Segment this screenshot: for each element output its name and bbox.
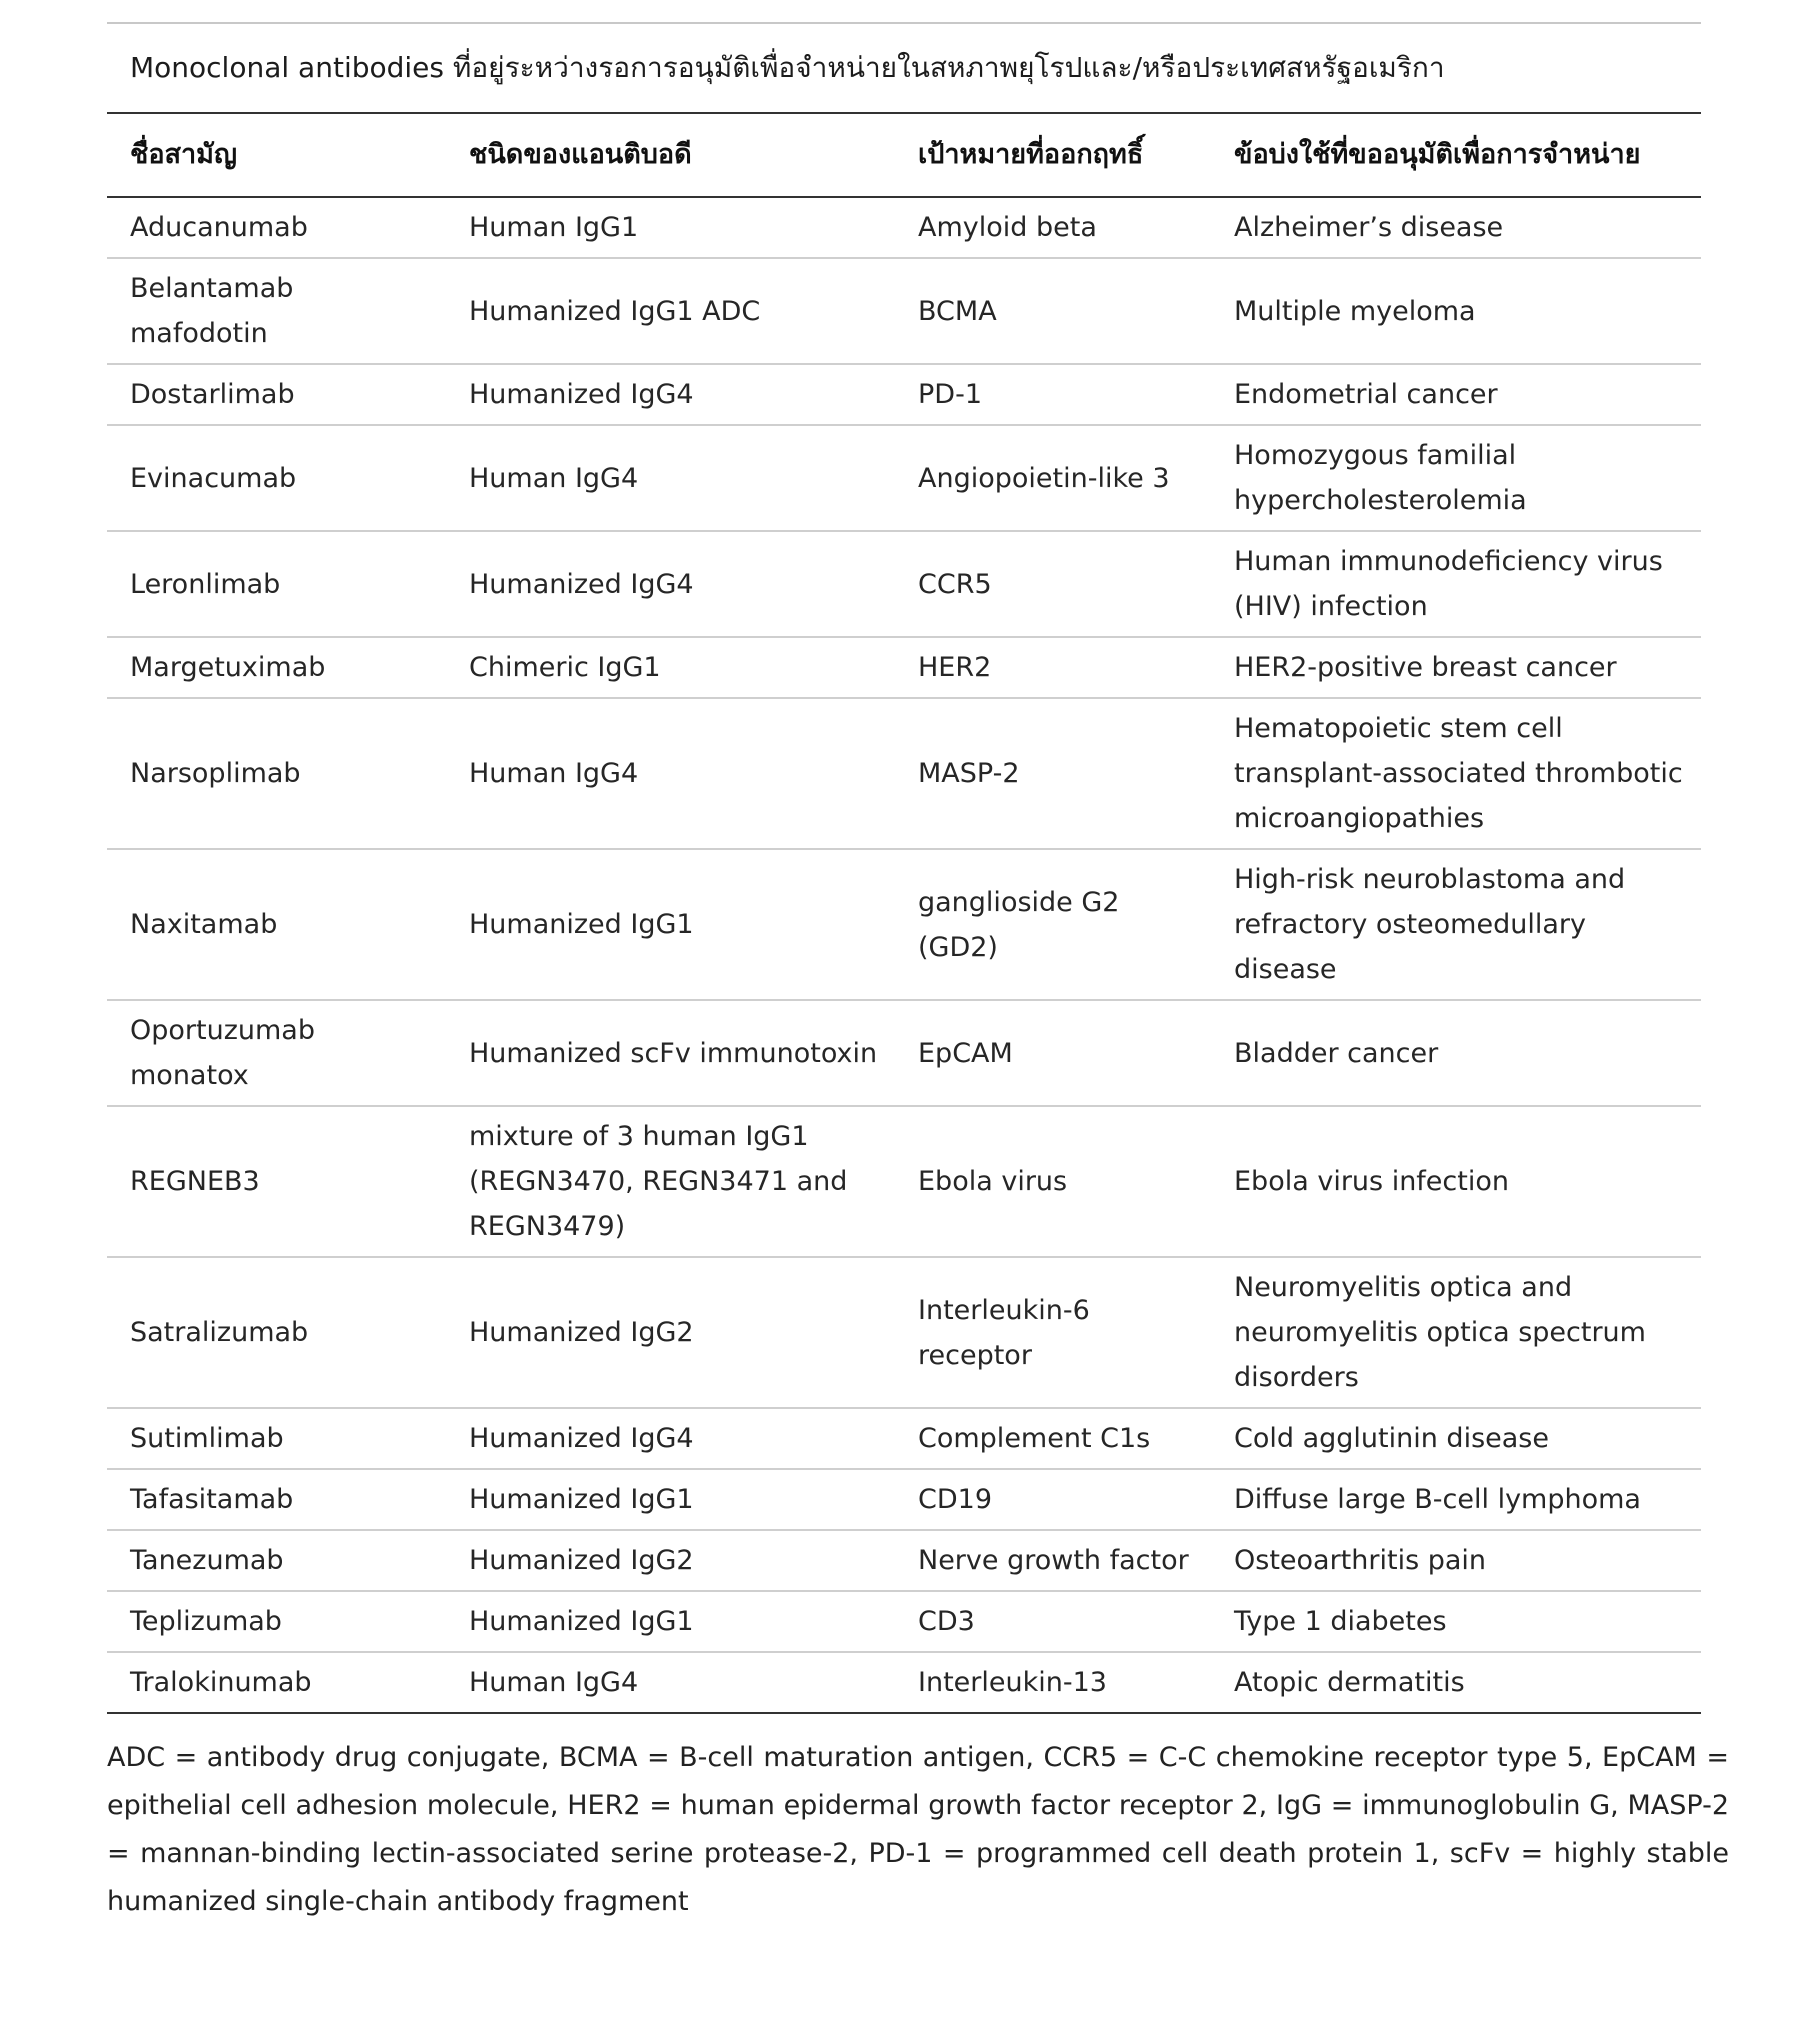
- indication-cell: Osteoarthritis pain: [1211, 1530, 1701, 1591]
- table-row: [107, 1000, 1701, 1106]
- target-cell: ganglioside G2 (GD2): [895, 849, 1211, 1000]
- antibody-type-cell: Humanized IgG1: [446, 1469, 895, 1530]
- generic-name-cell: REGNEB3: [107, 1106, 446, 1257]
- table-row: [107, 1530, 1701, 1591]
- target-cell: Ebola virus: [895, 1106, 1211, 1257]
- indication-cell: Diffuse large B-cell lymphoma: [1211, 1469, 1701, 1530]
- header-target: เป้าหมายที่ออกฤทธิ์: [895, 114, 1211, 197]
- target-cell: CD19: [895, 1469, 1211, 1530]
- antibody-table: [107, 114, 1701, 1714]
- antibody-type-cell: Humanized IgG4: [446, 531, 895, 637]
- table-row: [107, 698, 1701, 849]
- header-generic-name: ชื่อสามัญ: [107, 114, 446, 197]
- target-cell: EpCAM: [895, 1000, 1211, 1106]
- table-row: [107, 1257, 1701, 1408]
- indication-cell: Hematopoietic stem cell transplant-associated thrombotic microangiopathies: [1211, 698, 1701, 849]
- indication-cell: Endometrial cancer: [1211, 364, 1701, 425]
- table-row: [107, 531, 1701, 637]
- generic-name-cell: Satralizumab: [107, 1257, 446, 1408]
- generic-name-cell: Aducanumab: [107, 197, 446, 258]
- table-row: [107, 197, 1701, 258]
- antibody-type-cell: Chimeric IgG1: [446, 637, 895, 698]
- table-row: [107, 364, 1701, 425]
- header-antibody-type: ชนิดของแอนติบอดี: [446, 114, 895, 197]
- table-row: [107, 1408, 1701, 1469]
- table-header-row: [107, 114, 1701, 197]
- target-cell: BCMA: [895, 258, 1211, 364]
- indication-cell: Alzheimer’s disease: [1211, 197, 1701, 258]
- antibody-type-cell: Humanized IgG1: [446, 849, 895, 1000]
- indication-cell: Bladder cancer: [1211, 1000, 1701, 1106]
- target-cell: MASP-2: [895, 698, 1211, 849]
- generic-name-cell: Tanezumab: [107, 1530, 446, 1591]
- indication-cell: HER2-positive breast cancer: [1211, 637, 1701, 698]
- table-row: [107, 849, 1701, 1000]
- indication-cell: Type 1 diabetes: [1211, 1591, 1701, 1652]
- table-row: [107, 1106, 1701, 1257]
- target-cell: Interleukin-6 receptor: [895, 1257, 1211, 1408]
- target-cell: Interleukin-13: [895, 1652, 1211, 1713]
- generic-name-cell: Evinacumab: [107, 425, 446, 531]
- antibody-type-cell: mixture of 3 human IgG1 (REGN3470, REGN3471 and REGN3479): [446, 1106, 895, 1257]
- indication-cell: Human immunodeficiency virus (HIV) infection: [1211, 531, 1701, 637]
- target-cell: CCR5: [895, 531, 1211, 637]
- antibody-type-cell: Humanized scFv immunotoxin: [446, 1000, 895, 1106]
- target-cell: Angiopoietin-like 3: [895, 425, 1211, 531]
- target-cell: CD3: [895, 1591, 1211, 1652]
- indication-cell: Homozygous familial hypercholesterolemia: [1211, 425, 1701, 531]
- antibody-type-cell: Human IgG4: [446, 698, 895, 849]
- generic-name-cell: Sutimlimab: [107, 1408, 446, 1469]
- generic-name-cell: Oportuzumab monatox: [107, 1000, 446, 1106]
- indication-cell: Cold agglutinin disease: [1211, 1408, 1701, 1469]
- generic-name-cell: Leronlimab: [107, 531, 446, 637]
- antibody-type-cell: Human IgG4: [446, 425, 895, 531]
- antibody-type-cell: Human IgG1: [446, 197, 895, 258]
- target-cell: PD-1: [895, 364, 1211, 425]
- table-row: [107, 1469, 1701, 1530]
- antibody-type-cell: Humanized IgG1: [446, 1591, 895, 1652]
- indication-cell: Atopic dermatitis: [1211, 1652, 1701, 1713]
- table-footnote: ADC = antibody drug conjugate, BCMA = B-cell maturation antigen, CCR5 = C-C chemokine receptor type 5, EpCAM = epithelial cell adhesion molecule, HER2 = human epidermal growth factor receptor 2, IgG = immunoglobulin G, MASP-2 = mannan-binding lectin-associated serine protease-2, PD-1 = programmed cell death protein 1, scFv = highly stable humanized single-chain antibody fragment: [107, 1742, 1729, 1917]
- table-row: [107, 1591, 1701, 1652]
- table-body: [107, 197, 1701, 1713]
- generic-name-cell: Margetuximab: [107, 637, 446, 698]
- antibody-type-cell: Humanized IgG4: [446, 1408, 895, 1469]
- table-title: Monoclonal antibodies ที่อยู่ระหว่างรอการอนุมัติเพื่อจำหน่ายในสหภาพยุโรปและ/หรือประเทศสหรัฐอเมริกา: [130, 51, 1445, 84]
- header-indication: ข้อบ่งใช้ที่ขออนุมัติเพื่อการจำหน่าย: [1211, 114, 1701, 197]
- generic-name-cell: Dostarlimab: [107, 364, 446, 425]
- target-cell: Amyloid beta: [895, 197, 1211, 258]
- generic-name-cell: Teplizumab: [107, 1591, 446, 1652]
- generic-name-cell: Narsoplimab: [107, 698, 446, 849]
- antibody-type-cell: Humanized IgG2: [446, 1257, 895, 1408]
- antibody-type-cell: Humanized IgG1 ADC: [446, 258, 895, 364]
- indication-cell: Multiple myeloma: [1211, 258, 1701, 364]
- table-row: [107, 637, 1701, 698]
- generic-name-cell: Belantamab mafodotin: [107, 258, 446, 364]
- indication-cell: High-risk neuroblastoma and refractory osteomedullary disease: [1211, 849, 1701, 1000]
- document-page: [107, 22, 1701, 1714]
- antibody-type-cell: Humanized IgG4: [446, 364, 895, 425]
- table-row: [107, 425, 1701, 531]
- table-row: [107, 258, 1701, 364]
- antibody-type-cell: Humanized IgG2: [446, 1530, 895, 1591]
- generic-name-cell: Tafasitamab: [107, 1469, 446, 1530]
- target-cell: Nerve growth factor: [895, 1530, 1211, 1591]
- target-cell: HER2: [895, 637, 1211, 698]
- table-row: [107, 1652, 1701, 1713]
- indication-cell: Ebola virus infection: [1211, 1106, 1701, 1257]
- indication-cell: Neuromyelitis optica and neuromyelitis optica spectrum disorders: [1211, 1257, 1701, 1408]
- target-cell: Complement C1s: [895, 1408, 1211, 1469]
- generic-name-cell: Naxitamab: [107, 849, 446, 1000]
- antibody-type-cell: Human IgG4: [446, 1652, 895, 1713]
- generic-name-cell: Tralokinumab: [107, 1652, 446, 1713]
